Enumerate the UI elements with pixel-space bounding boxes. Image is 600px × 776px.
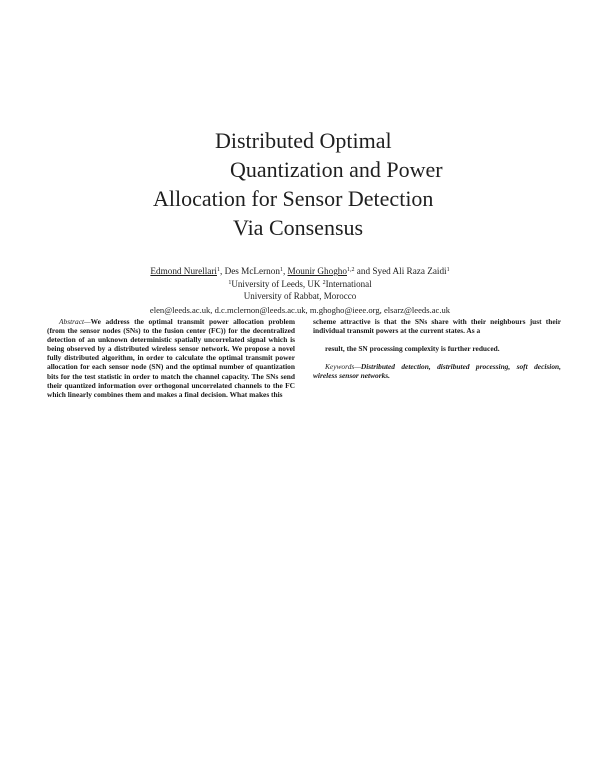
keywords-paragraph <box>313 362 561 380</box>
affiliation-line-1 <box>0 278 600 290</box>
author-name[interactable]: Mounir Ghogho <box>287 266 347 276</box>
affiliation-line-2: University of Rabbat, Morocco <box>243 291 357 301</box>
keywords-label: Keywords <box>325 362 355 372</box>
author-list <box>0 264 600 277</box>
author-emails: elen@leeds.ac.uk, d.c.mclernon@leeds.ac.uk, m.ghogho@ieee.org, elsarz@leeds.ac.uk <box>149 305 451 315</box>
author-name[interactable]: Edmond Nurellari <box>150 266 217 276</box>
affiliation-text: University of Leeds, UK <box>231 279 323 289</box>
author-affiliation-mark: 1 <box>216 267 220 273</box>
keywords-dash: — <box>354 362 361 372</box>
abstract-text: We address the optimal transmit power allocation problem (from the sensor nodes (SNs) to the fusion center (FC)) for the decentralized detection of an unknown deterministic spatially uncorrelated signal which is being observed by a distributed wireless sensor network. We propose a novel fully distributed algorithm, in order to calculate the optimal transmit power allocation for each sensor node (SN) and the optimal number of quantization bits for the test statistic in order to match the channel capacity. The SNs send their quantized information over orthogonal uncorrelated channels to the FC which linearly combines them and makes a final decision. What makes this <box>47 317 295 399</box>
affiliation-text: International <box>325 279 372 289</box>
author-affiliation-mark: 1 <box>446 267 450 273</box>
paper-title-line-4: Via Consensus <box>233 215 364 240</box>
keywords-text: Distributed detection, distributed processing, soft decision, wireless sensor networks. <box>313 362 561 381</box>
abstract-label: Abstract <box>59 317 85 326</box>
abstract-dash: — <box>84 317 91 326</box>
author-affiliation-mark: 1 <box>279 267 283 273</box>
author-separator: , <box>219 266 225 276</box>
paper-title-line-3: Allocation for Sensor Detection <box>153 186 434 211</box>
abstract-paragraph <box>47 317 295 399</box>
affiliation-mark: 1 <box>228 280 232 286</box>
paper-title-line-2: Quantization and Power <box>230 157 443 182</box>
author-separator: and <box>354 266 373 276</box>
author-affiliation-mark: 1,2 <box>347 267 355 273</box>
author-name: Syed Ali Raza Zaidi <box>372 266 447 276</box>
abstract-continuation: scheme attractive is that the SNs share with their neighbours just their individual transmit powers at the current states. As a <box>313 317 561 336</box>
abstract-column-left <box>47 317 295 399</box>
abstract-continuation-2: result, the SN processing complexity is further reduced. <box>325 344 500 354</box>
affiliation-mark: 2 <box>322 280 326 286</box>
author-name: Des McLernon <box>224 266 280 276</box>
abstract-column-right <box>313 317 561 380</box>
author-separator: , <box>282 266 288 276</box>
paper-title-line-1: Distributed Optimal <box>215 128 392 153</box>
